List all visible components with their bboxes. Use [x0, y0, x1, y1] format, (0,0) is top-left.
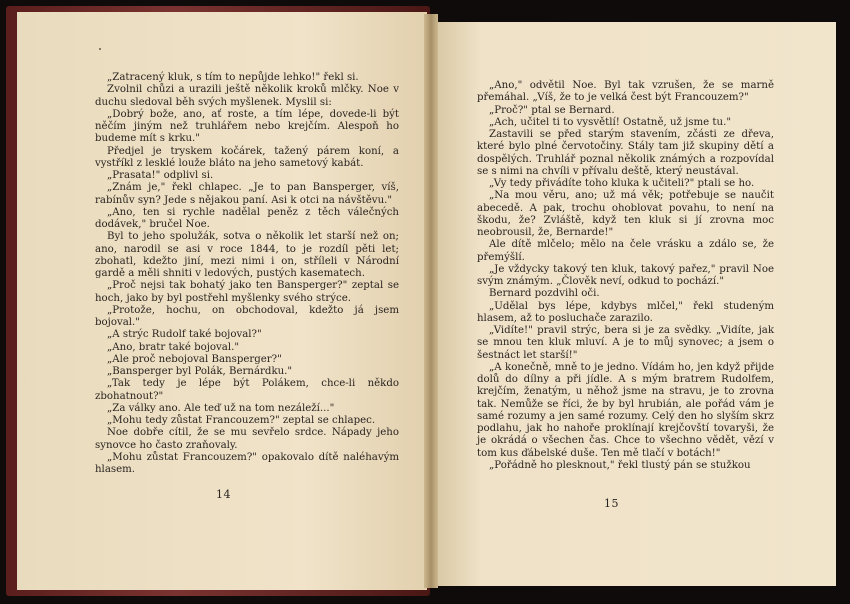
paragraph: „Pořádně ho plesknout," řekl tlustý pán se stužkou — [489, 459, 751, 471]
paragraph: „Mohu tedy zůstat Francouzem?" zeptal se chlapec. — [107, 415, 376, 426]
paragraph: „Tak tedy je lépe být Polákem, chce-li někdo zbohatnout?" — [95, 378, 399, 402]
paragraph: Zvolnil chůzi a urazili ještě několik kroků mlčky. Noe v duchu sledoval běh svých myšlenek. Myslil si: — [95, 84, 399, 108]
paragraph: Předjel je tryskem kočárek, tažený párem koní, a vystříkl z lesklé louže bláto na jeho sametový kabát. — [95, 145, 399, 169]
left-page — [17, 12, 427, 590]
paragraph: Noe dobře cítil, že se mu sevřelo srdce. Nápady jeho synovce ho často zraňovaly. — [95, 427, 399, 451]
paragraph: „Udělal bys lépe, kdybys mlčel," řekl studeným hlasem, až to posluchače zarazilo. — [477, 300, 774, 324]
paragraph: „Ano, ten si rychle nadělal peněz z těch válečných dodávek," bručel Noe. — [95, 206, 399, 230]
paragraph: „Vy tedy přivádíte toho kluka k učiteli?" ptali se ho. — [489, 178, 755, 189]
page-number-right: 15 — [604, 497, 619, 510]
paragraph: Ale dítě mlčelo; mělo na čele vrásku a zdálo se, že přemýšlí. — [477, 239, 774, 263]
paragraph: „Ale proč nebojoval Bansperger?" — [107, 353, 282, 365]
paragraph: „Ano," odvětil Noe. Byl tak vzrušen, že se marně přemáhal. „Víš, že to je velká čest být Francouzem?" — [477, 80, 774, 104]
paragraph: Zastavili se před starým stavením, zčásti ze dřeva, které bylo plné červotočiny. Stály tam již skupiny dětí a dospělých. Truhlář poznal několik známých a rozpovídal se s nimi na chvíli v přívalu deště, který neustával. — [477, 129, 774, 177]
paragraph: „Znám je," řekl chlapec. „Je to pan Bansperger, víš, rabínův syn? Jede s nějakou paní. Asi k otci na návštěvu." — [95, 182, 399, 206]
right-page — [433, 22, 836, 586]
paragraph: „Mohu zůstat Francouzem?" opakovalo dítě naléhavým hlasem. — [95, 451, 399, 475]
paragraph: „Za války ano. Ale teď už na tom nezáleží..." — [107, 402, 335, 414]
paragraph: „Vidíte!" pravil strýc, bera si je za svědky. „Vidíte, jak se mnou ten kluk mluví. A je to můj synovec; a jsem o šestnáct let starší!" — [477, 325, 774, 361]
right-page-text — [477, 80, 774, 472]
paragraph: „Prasata!" odplivl si. — [107, 170, 214, 181]
paragraph: „Proč nejsi tak bohatý jako ten Bansperger?" zeptal se hoch, jako by byl postřehl myšlenky svého strýce. — [95, 280, 399, 304]
paragraph: „Ach, učitel ti to vysvětlí! Ostatně, už jsme tu." — [489, 116, 732, 128]
paragraph: „A konečně, mně to je jedno. Vídám ho, jen když přijde dolů do dílny a při jídle. A s mým bratrem Rudolfem, krejčím, ženatým, u něhož jsme na stravu, je to zrovna tak. Nemůže se říci, že by byl hrubián, ale pořád vám je samé rozumy a jen samé rozumy. Celý den ho slyším skrz podlahu, jak ho nahoře proklínají krejčovští tovaryši, že je okrádá o všechen čas. Chce to všechno vědět, vězí v tom kus ďábelské duše. Ten mě tlačí v botách!" — [477, 361, 774, 459]
page-number-left: 14 — [216, 488, 231, 501]
paragraph: „Bansperger byl Polák, Bernárdku." — [107, 366, 293, 377]
paragraph: „Dobrý bože, ano, ať roste, a tím lépe, dovede-li být něčím jiným než truhlářem nebo krejčím. Alespoň ho budeme mít s krku." — [95, 108, 399, 145]
paragraph: „Na mou věru, ano; už má věk; potřebuje se naučit abecedě. A pak, trochu ohoblovat povahu, to není na škodu, že? Zvláště, když ten kluk si jí zrovna moc neobrousil, že, Bernarde!" — [477, 190, 774, 238]
paragraph: „Ano, bratr také bojoval." — [107, 341, 240, 353]
paragraph: „Proč?" ptal se Bernard. — [489, 104, 615, 116]
paragraph: „Je vždycky takový ten kluk, takový pařez," pravil Noe svým známým. „Člověk neví, odkud to pochází." — [477, 263, 774, 287]
paragraph: Byl to jeho spolužák, sotva o několik let starší než on; ano, narodil se asi v roce 1844, to je rozdíl pěti let; zbohatl, kdežto jiní, mezi nimi i on, stříleli v Národní gardě a měli shniti v ledových, pustých kasematech. — [95, 231, 399, 279]
paragraph: Bernard pozdvihl oči. — [489, 288, 600, 300]
paragraph: „Protože, hochu, on obchodoval, kdežto já jsem bojoval." — [95, 304, 399, 328]
paragraph: „A strýc Rudolf také bojoval?" — [107, 329, 262, 341]
paragraph: „Zatracený kluk, s tím to nepůjde lehko!" řekl si. — [107, 72, 359, 83]
page-speck — [99, 48, 101, 50]
left-page-text — [95, 72, 399, 476]
book-gutter — [424, 14, 438, 588]
